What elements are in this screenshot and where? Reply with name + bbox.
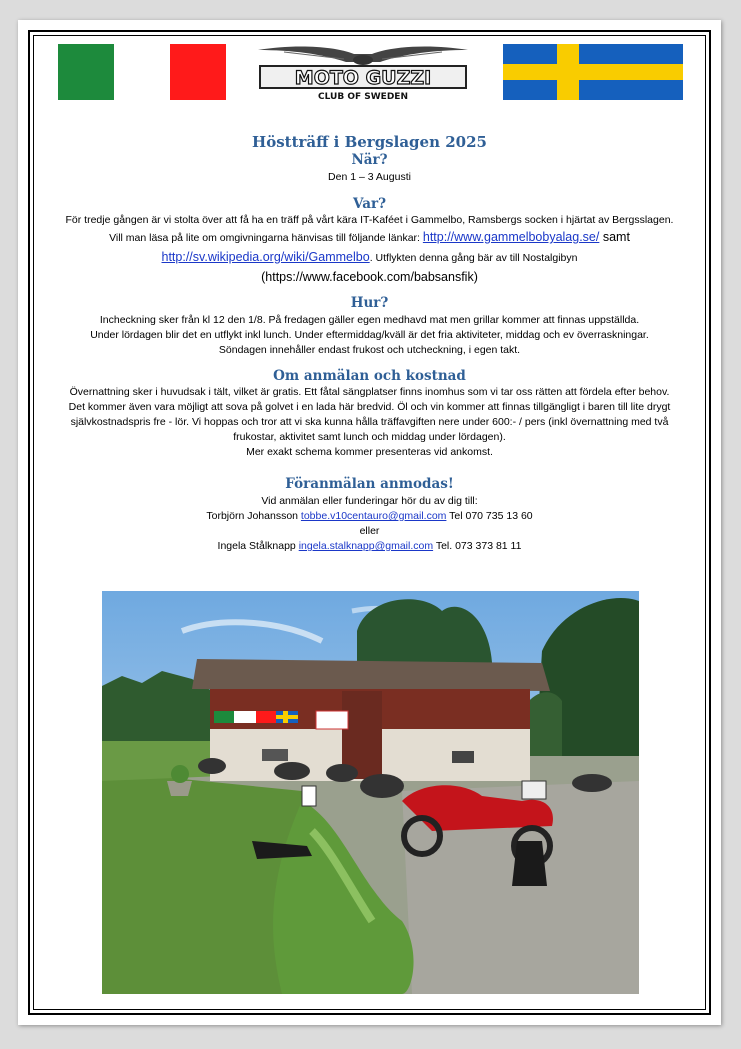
moto-guzzi-logo-icon <box>254 42 472 102</box>
section-heading-when: När? <box>351 152 388 168</box>
link-wikipedia[interactable]: http://sv.wikipedia.org/wiki/Gammelbo <box>161 250 370 264</box>
when-text: Den 1 – 3 Augusti <box>328 171 411 183</box>
contact-1: Torbjörn Johansson tobbe.v10centauro@gmail.com Tel 070 735 13 60 <box>206 510 533 522</box>
link-gammelbobyalag[interactable]: http://www.gammelbobyalag.se/ <box>422 230 600 244</box>
section-heading-register: Föranmälan anmodas! <box>285 476 454 492</box>
italian-flag-icon <box>58 44 226 100</box>
document-content <box>40 130 699 554</box>
page-title: Höstträff i Bergslagen 2025 <box>252 133 487 151</box>
contact-2: Ingela Stålknapp ingela.stalknapp@gmail.com Tel. 073 373 81 11 <box>217 540 522 552</box>
cost-line1: Övernattning sker i huvudsak i tält, vilket är gratis. Ett fåtal sängplatser finns inomhus som vi tar oss rätten att fördela efter behov. <box>69 386 670 398</box>
register-intro: Vid anmälan eller funderingar hör du av dig till: <box>261 495 478 507</box>
email-link-ingela[interactable]: ingela.stalknapp@gmail.com <box>298 540 434 552</box>
where-line4: (https://www.facebook.com/babsansfik) <box>261 270 478 284</box>
document-page <box>18 20 721 1025</box>
email-link-torbjorn[interactable]: tobbe.v10centauro@gmail.com <box>300 510 447 522</box>
logo-subtitle: CLUB OF SWEDEN <box>318 92 408 102</box>
section-heading-where: Var? <box>352 196 386 212</box>
section-heading-cost: Om anmälan och kostnad <box>273 368 466 384</box>
swedish-flag-icon <box>503 44 683 100</box>
where-line2: Vill man läsa på lite om omgivningarna hänvisas till följande länkar: http://www.gammelbobyalag.se/ samt <box>109 230 630 244</box>
cost-line2: Det kommer även vara möjligt att sova på golvet i en lada här bredvid. Öl och vin kommer att finnas tillgängligt i baren till lite drygt <box>68 401 671 413</box>
how-line3: Söndagen innehåller endast frukost och utcheckning, i egen takt. <box>218 344 521 356</box>
cost-line3: självkostnadspris fre - lör. Vi hoppas och tror att vi ska kunna hålla träffavgiften nere under 600:- / pers (inkl övernattning med två <box>70 416 669 428</box>
where-line1: För tredje gången är vi stolta över att få ha en träff på vårt kära IT-Kaféet i Gammelbo, Ramsbergs socken i hjärtat av Bergsslagen. <box>65 214 674 226</box>
section-heading-how: Hur? <box>350 295 389 311</box>
cost-line4: frukostar, aktivitet samt lunch och middag under lördagen). <box>233 431 506 443</box>
photo-barn-motorcycles-icon <box>102 591 639 994</box>
cost-line5: Mer exakt schema kommer presenteras vid ankomst. <box>246 446 493 458</box>
how-line2: Under lördagen blir det en utflykt inkl lunch. Under eftermiddag/kväll är det fria aktiviteter, middag och ev överraskningar. <box>90 329 649 341</box>
logo-title: MOTO GUZZI <box>294 67 432 89</box>
contact-or: eller <box>359 525 380 537</box>
where-line3: http://sv.wikipedia.org/wiki/Gammelbo. Utflykten denna gång bär av till Nostalgibyn <box>161 250 578 264</box>
how-line1: Incheckning sker från kl 12 den 1/8. På fredagen gäller egen medhavd mat men grillar kommer att finnas uppställda. <box>99 314 640 326</box>
